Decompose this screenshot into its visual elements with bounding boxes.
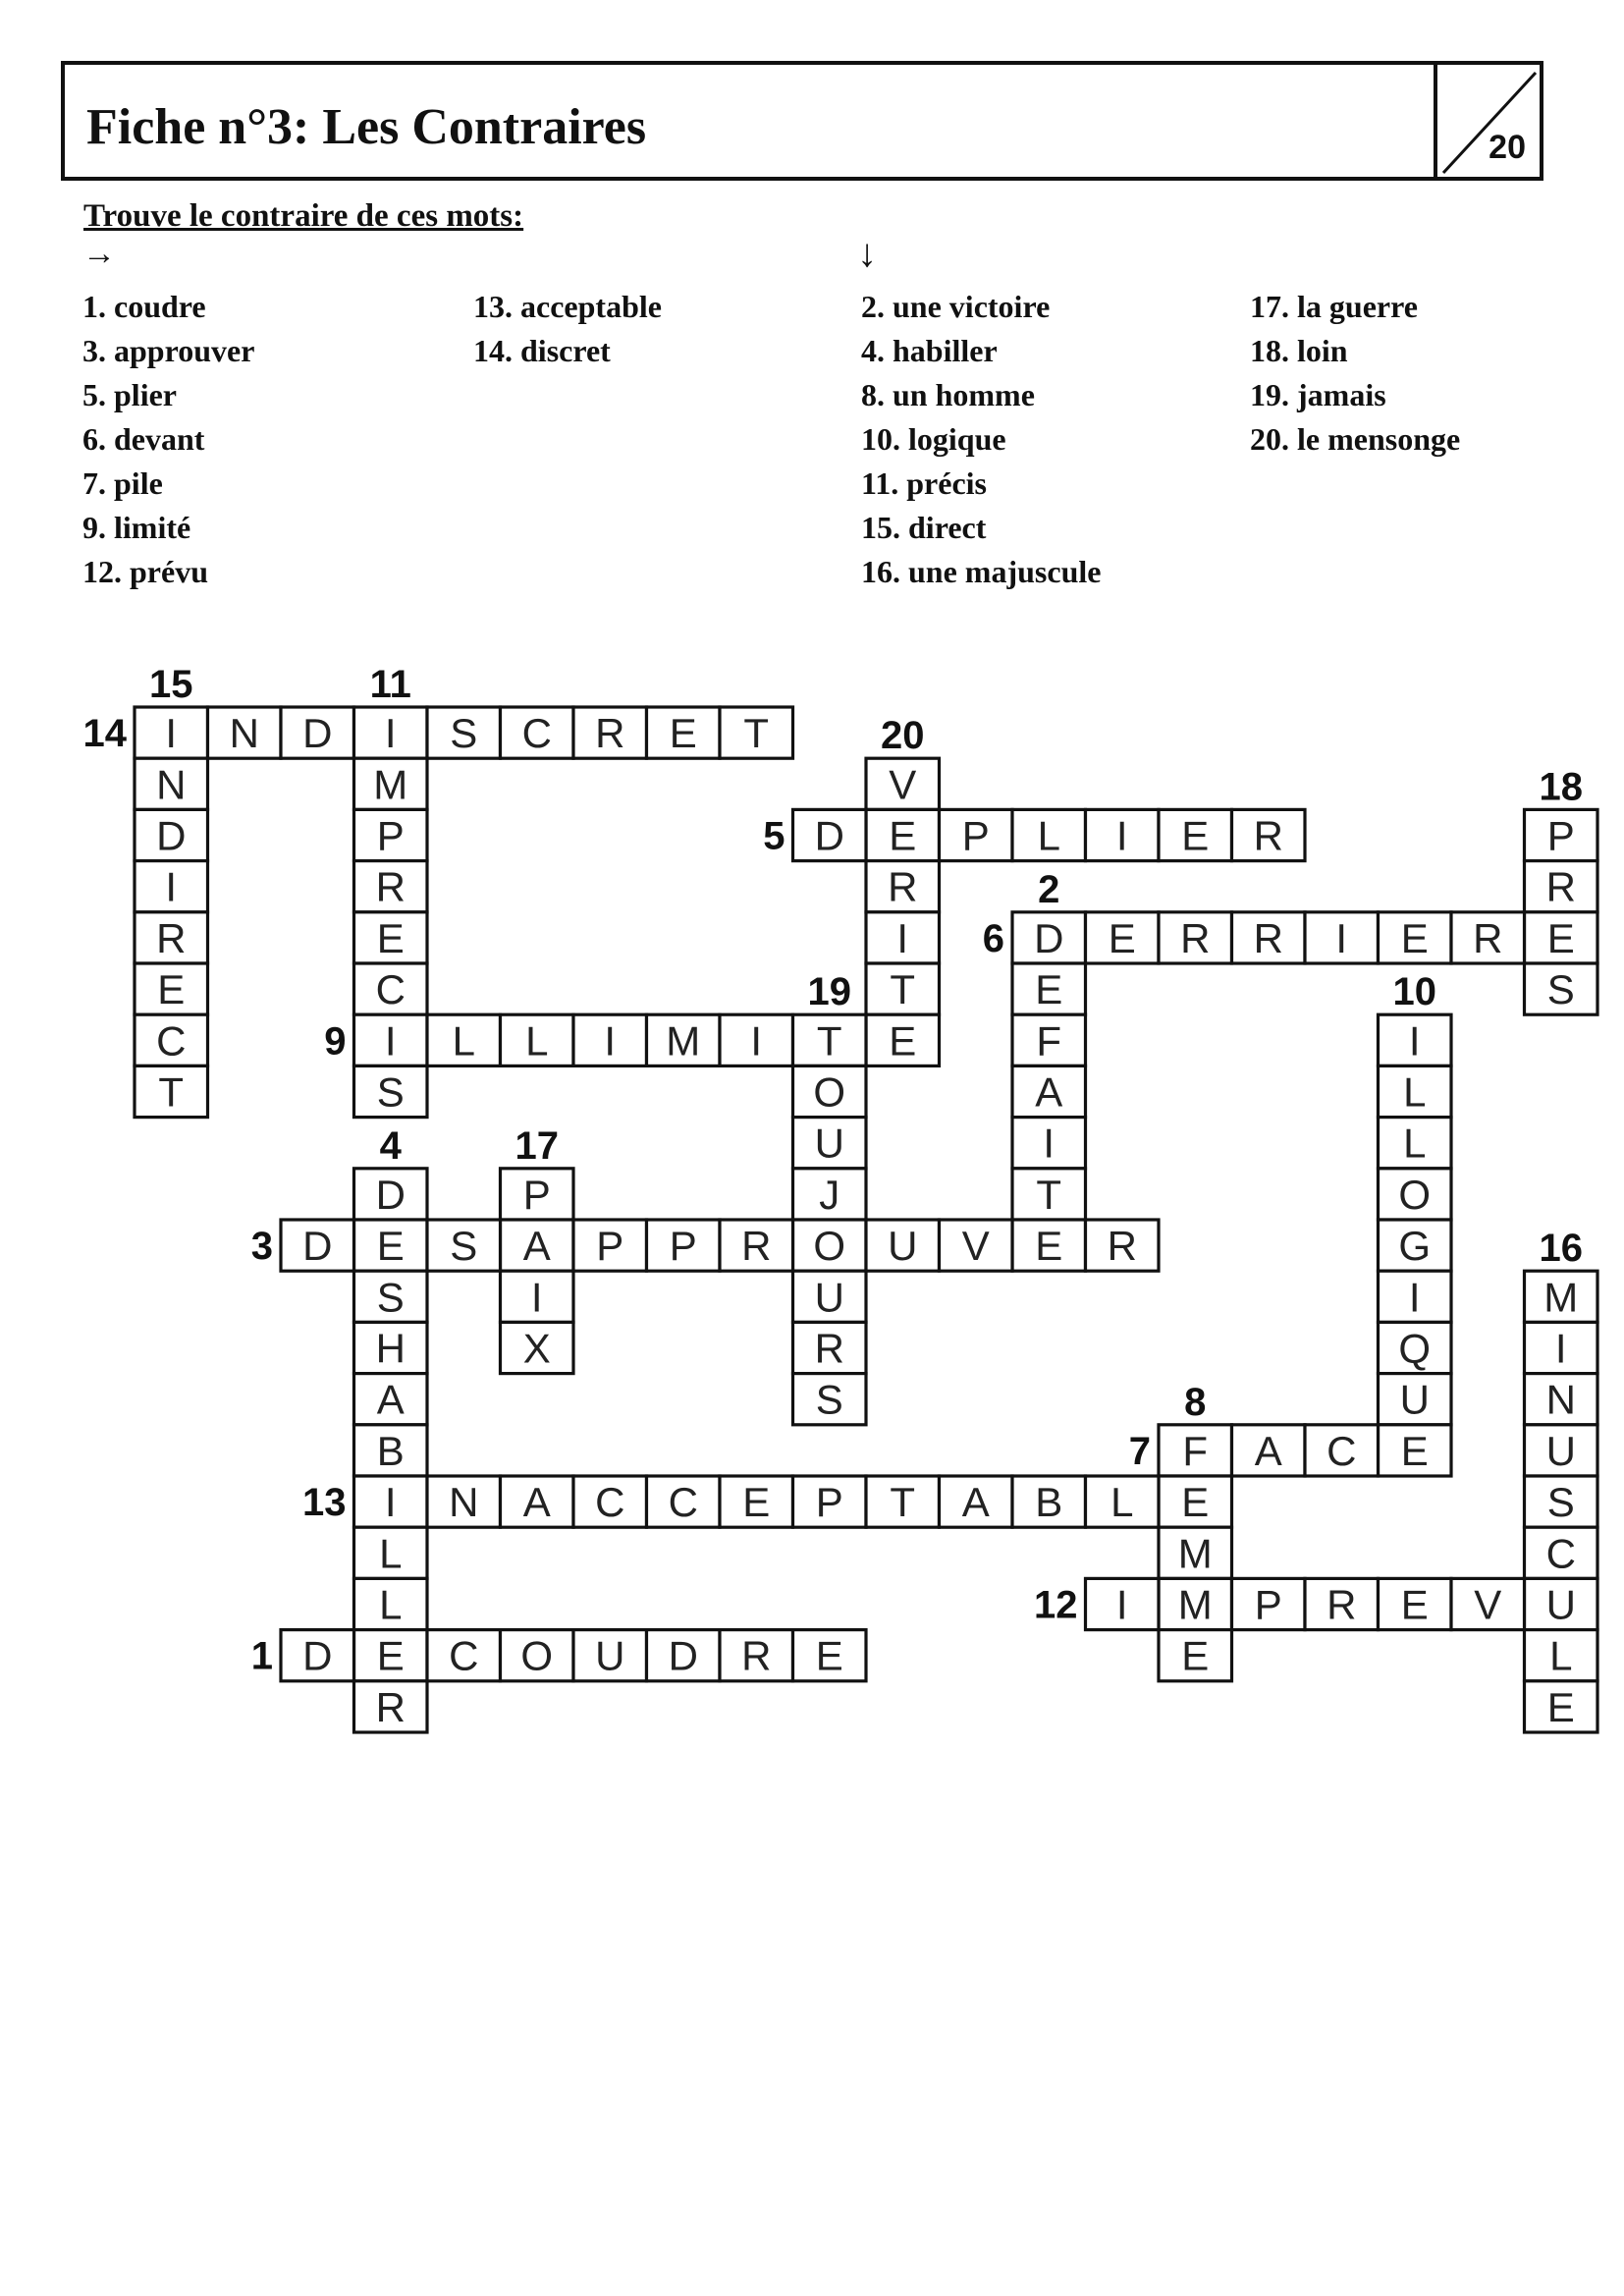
- cell-letter: R: [1253, 812, 1283, 859]
- cell-letter: L: [525, 1017, 549, 1065]
- cell-letter: E: [376, 1632, 405, 1679]
- cell-letter: R: [1253, 914, 1283, 961]
- cell-letter: I: [1115, 812, 1128, 859]
- clue-item: 10. logique: [861, 421, 1006, 457]
- cell-letter: P: [376, 812, 405, 859]
- clue-number-15: 15: [149, 663, 193, 706]
- clue-item: 6. devant: [82, 421, 205, 457]
- cell-letter: O: [1398, 1171, 1432, 1218]
- clue-item: 19. jamais: [1250, 377, 1386, 412]
- cell-letter: T: [158, 1068, 185, 1116]
- cell-letter: U: [1545, 1581, 1576, 1628]
- cell-letter: I: [384, 1017, 397, 1065]
- cell-letter: F: [1036, 1017, 1062, 1065]
- cell-letter: M: [1177, 1530, 1213, 1577]
- cell-letter: I: [530, 1274, 543, 1321]
- clue-item: 11. précis: [861, 465, 987, 501]
- cell-letter: S: [450, 1223, 478, 1270]
- instruction: Trouve le contraire de ces mots:: [83, 198, 524, 234]
- cell-letter: B: [1035, 1479, 1063, 1526]
- cell-letter: H: [375, 1325, 406, 1372]
- clue-number-2: 2: [1038, 867, 1060, 911]
- cell-letter: T: [1036, 1171, 1062, 1218]
- cell-letter: C: [1545, 1530, 1576, 1577]
- clue-item: 3. approuver: [82, 333, 255, 368]
- clue-number-3: 3: [250, 1225, 273, 1269]
- cell-letter: I: [165, 863, 178, 910]
- cell-letter: E: [669, 710, 697, 757]
- cell-letter: I: [1408, 1274, 1421, 1321]
- cell-letter: U: [595, 1632, 625, 1679]
- cell-letter: R: [1180, 914, 1211, 961]
- clue-number-6: 6: [982, 916, 1004, 960]
- cell-letter: A: [1254, 1427, 1282, 1474]
- clue-number-13: 13: [302, 1481, 347, 1525]
- clue-number-4: 4: [379, 1123, 402, 1168]
- clue-number-19: 19: [807, 970, 851, 1014]
- cell-letter: X: [522, 1325, 551, 1372]
- cell-letter: S: [376, 1274, 405, 1321]
- cell-letter: C: [668, 1479, 698, 1526]
- cell-letter: Q: [1398, 1325, 1432, 1372]
- clue-number-18: 18: [1539, 765, 1583, 809]
- cell-letter: P: [815, 1479, 843, 1526]
- cell-letter: P: [669, 1223, 697, 1270]
- cell-letter: L: [1037, 812, 1060, 859]
- cell-letter: E: [889, 1017, 917, 1065]
- clue-item: 1. coudre: [82, 289, 206, 324]
- cell-letter: E: [157, 966, 186, 1013]
- cell-letter: E: [1400, 914, 1429, 961]
- cell-letter: G: [1398, 1223, 1432, 1270]
- cell-letter: L: [379, 1530, 403, 1577]
- cell-letter: J: [819, 1171, 840, 1218]
- arrow-right-icon: →: [82, 236, 116, 272]
- cell-letter: U: [888, 1223, 918, 1270]
- cell-letter: U: [814, 1274, 844, 1321]
- cell-letter: D: [302, 710, 333, 757]
- clue-item: 13. acceptable: [473, 289, 662, 324]
- clue-number-7: 7: [1128, 1429, 1151, 1473]
- cell-letter: L: [379, 1581, 403, 1628]
- cell-letter: E: [376, 914, 405, 961]
- cell-letter: T: [890, 966, 916, 1013]
- cell-letter: R: [1473, 914, 1503, 961]
- cell-letter: V: [889, 761, 917, 808]
- cell-letter: U: [1545, 1427, 1576, 1474]
- cell-letter: N: [449, 1479, 479, 1526]
- cell-letter: I: [896, 914, 909, 961]
- cell-letter: R: [375, 863, 406, 910]
- cell-letter: I: [1115, 1581, 1128, 1628]
- clue-number-9: 9: [324, 1019, 347, 1064]
- cell-letter: U: [1399, 1376, 1430, 1423]
- cell-letter: S: [1546, 1479, 1575, 1526]
- cell-letter: C: [156, 1017, 187, 1065]
- cell-letter: M: [373, 761, 408, 808]
- clue-item: 9. limité: [82, 510, 191, 545]
- cell-letter: E: [1035, 1223, 1063, 1270]
- clue-number-20: 20: [881, 714, 925, 758]
- cell-letter: F: [1182, 1427, 1209, 1474]
- cell-letter: D: [668, 1632, 698, 1679]
- cell-letter: R: [595, 710, 625, 757]
- cell-letter: S: [1546, 966, 1575, 1013]
- cell-letter: T: [890, 1479, 916, 1526]
- cell-letter: C: [449, 1632, 479, 1679]
- cell-letter: D: [814, 812, 844, 859]
- cell-letter: S: [815, 1376, 843, 1423]
- clue-item: 8. un homme: [861, 377, 1035, 412]
- cell-letter: C: [521, 710, 552, 757]
- cell-letter: R: [1545, 863, 1576, 910]
- cell-letter: D: [302, 1223, 333, 1270]
- clue-item: 14. discret: [473, 333, 611, 368]
- cell-letter: D: [302, 1632, 333, 1679]
- clue-item: 15. direct: [861, 510, 987, 545]
- cell-letter: O: [813, 1223, 846, 1270]
- cell-letter: I: [384, 1479, 397, 1526]
- clue-number-16: 16: [1539, 1227, 1583, 1271]
- cell-letter: I: [384, 710, 397, 757]
- cell-letter: E: [1181, 1479, 1210, 1526]
- cell-letter: N: [156, 761, 187, 808]
- cell-letter: R: [741, 1223, 772, 1270]
- cell-letter: P: [596, 1223, 624, 1270]
- clue-number-12: 12: [1034, 1583, 1078, 1627]
- clue-item: 4. habiller: [861, 333, 998, 368]
- cell-letter: R: [1326, 1581, 1357, 1628]
- cell-letter: B: [376, 1427, 405, 1474]
- cell-letter: R: [1107, 1223, 1137, 1270]
- clue-number-14: 14: [82, 712, 127, 756]
- cell-letter: E: [815, 1632, 843, 1679]
- clue-item: 20. le mensonge: [1250, 421, 1461, 457]
- cell-letter: L: [1403, 1068, 1427, 1116]
- cell-letter: E: [889, 812, 917, 859]
- cell-letter: R: [741, 1632, 772, 1679]
- clue-item: 5. plier: [82, 377, 177, 412]
- cell-letter: I: [165, 710, 178, 757]
- cell-letter: O: [520, 1632, 554, 1679]
- arrow-down-icon: ↓: [857, 231, 877, 275]
- cell-letter: E: [742, 1479, 771, 1526]
- clue-item: 12. prévu: [82, 554, 208, 589]
- cell-letter: U: [814, 1120, 844, 1167]
- cell-letter: P: [1254, 1581, 1282, 1628]
- cell-letter: E: [1181, 812, 1210, 859]
- cell-letter: I: [1335, 914, 1348, 961]
- clue-number-8: 8: [1184, 1380, 1207, 1424]
- cell-letter: S: [376, 1068, 405, 1116]
- cell-letter: T: [816, 1017, 842, 1065]
- clue-item: 17. la guerre: [1250, 289, 1418, 324]
- clue-item: 2. une victoire: [861, 289, 1051, 324]
- cell-letter: R: [888, 863, 918, 910]
- cell-letter: A: [522, 1223, 551, 1270]
- cell-letter: D: [375, 1171, 406, 1218]
- cell-letter: A: [376, 1376, 405, 1423]
- cell-letter: I: [1043, 1120, 1056, 1167]
- cell-letter: C: [595, 1479, 625, 1526]
- cell-letter: N: [229, 710, 259, 757]
- cell-letter: S: [450, 710, 478, 757]
- clue-number-10: 10: [1392, 970, 1436, 1014]
- page-title: Fiche n°3: Les Contraires: [86, 99, 647, 155]
- cell-letter: E: [1181, 1632, 1210, 1679]
- cell-letter: L: [1403, 1120, 1427, 1167]
- cell-letter: M: [666, 1017, 701, 1065]
- cell-letter: C: [375, 966, 406, 1013]
- clue-item: 16. une majuscule: [861, 554, 1102, 589]
- cell-letter: P: [522, 1171, 551, 1218]
- cell-letter: E: [1035, 966, 1063, 1013]
- cell-letter: M: [1543, 1274, 1579, 1321]
- cell-letter: A: [961, 1479, 990, 1526]
- cell-letter: D: [156, 812, 187, 859]
- cell-letter: R: [814, 1325, 844, 1372]
- cell-letter: P: [961, 812, 990, 859]
- cell-letter: E: [376, 1223, 405, 1270]
- cell-letter: E: [1546, 914, 1575, 961]
- cell-letter: N: [1545, 1376, 1576, 1423]
- cell-letter: O: [813, 1068, 846, 1116]
- cell-letter: L: [1110, 1479, 1134, 1526]
- clue-item: 18. loin: [1250, 333, 1348, 368]
- cell-letter: I: [1408, 1017, 1421, 1065]
- clue-item: 7. pile: [82, 465, 163, 501]
- cell-letter: M: [1177, 1581, 1213, 1628]
- cell-letter: L: [452, 1017, 475, 1065]
- cell-letter: A: [1035, 1068, 1063, 1116]
- clue-number-17: 17: [514, 1123, 559, 1168]
- cell-letter: L: [1549, 1632, 1573, 1679]
- cell-letter: C: [1326, 1427, 1357, 1474]
- cell-letter: E: [1108, 914, 1136, 961]
- clue-number-11: 11: [369, 663, 411, 706]
- clue-number-5: 5: [763, 814, 785, 858]
- cell-letter: E: [1546, 1683, 1575, 1730]
- cell-letter: P: [1546, 812, 1575, 859]
- cell-letter: I: [604, 1017, 617, 1065]
- clue-number-1: 1: [250, 1634, 273, 1678]
- cell-letter: R: [375, 1683, 406, 1730]
- cell-letter: I: [1554, 1325, 1567, 1372]
- score-total: 20: [1489, 129, 1526, 166]
- cell-letter: T: [743, 710, 770, 757]
- cell-letter: E: [1400, 1427, 1429, 1474]
- cell-letter: V: [1474, 1581, 1502, 1628]
- cell-letter: R: [156, 914, 187, 961]
- cell-letter: E: [1400, 1581, 1429, 1628]
- cell-letter: V: [961, 1223, 990, 1270]
- cell-letter: I: [750, 1017, 763, 1065]
- cell-letter: A: [522, 1479, 551, 1526]
- cell-letter: D: [1034, 914, 1064, 961]
